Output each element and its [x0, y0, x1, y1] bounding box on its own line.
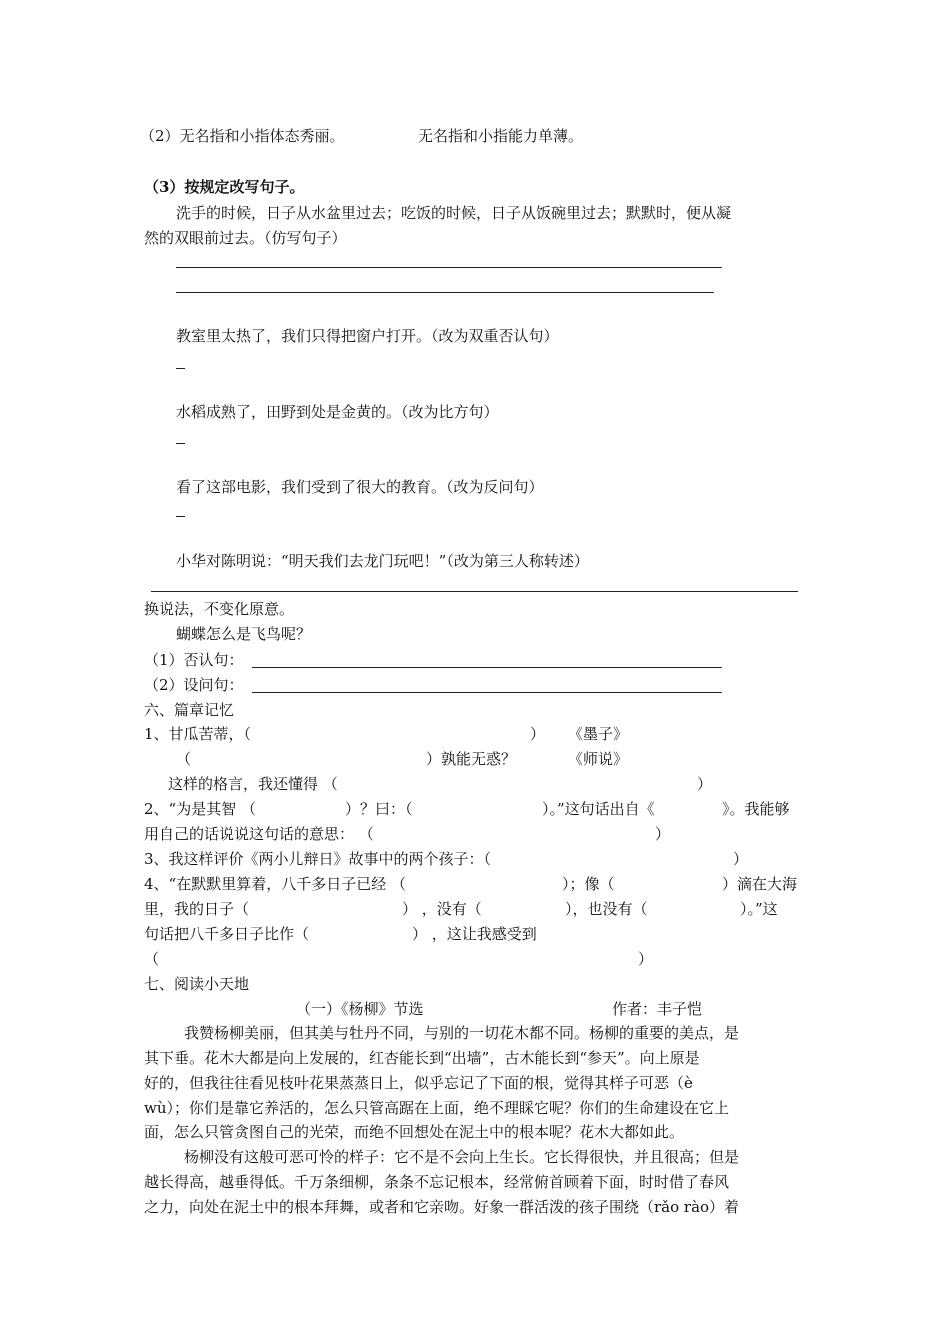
rewrite-sentence-4: 小华对陈明说：“明天我们去龙门玩吧！”（改为第三人称转述）	[176, 552, 589, 570]
rewrite-sentence-2: 水稻成熟了，田野到处是金黄的。（改为比方句）	[176, 403, 499, 421]
answer-blank[interactable]	[176, 368, 185, 369]
source-mozi: 《墨子》	[568, 725, 629, 743]
passage-title: （一）《杨柳》节选	[296, 1000, 424, 1018]
rewrite-sentence-1: 教室里太热了，我们只得把窗户打开。（改为双重否认句）	[176, 327, 559, 345]
memory-q4-part-3: ）滴在大海	[722, 875, 798, 893]
memory-q1-line-b: ）孰能无惑？	[426, 750, 517, 768]
rephrase-negative-label: （1）否认句：	[144, 651, 244, 669]
source-shishuo: 《师说》	[568, 750, 629, 768]
section-7-title: 七、阅读小天地	[144, 975, 250, 993]
answer-line[interactable]	[176, 267, 722, 268]
section-6-title: 六、篇章记忆	[144, 701, 235, 719]
passage-p1-line: 好的，但我往往看见枝叶花果蒸蒸日上，似乎忘记了下面的根，觉得其样子可恶（è	[144, 1074, 693, 1092]
memory-q4-part-4: 里，我的日子（	[144, 900, 250, 918]
memory-q4-part-5: ） ，没有（	[402, 900, 482, 918]
bracket-close: ）	[655, 825, 671, 843]
q2-sentence-b: 无名指和小指能力单薄。	[418, 127, 584, 145]
answer-line[interactable]	[151, 591, 798, 592]
q3-heading: （3）按规定改写句子。	[144, 178, 305, 196]
bracket-close: ）	[697, 775, 713, 793]
q3-intro-line-2: 然的双眼前过去。（仿写句子）	[144, 229, 347, 247]
passage-p1-line: 面，怎么只管贪图自己的光荣，而绝不回想处在泥土中的根本呢？花木大都如此。	[144, 1123, 685, 1141]
memory-q4-part-6: ），也没有（	[565, 900, 648, 918]
rephrase-title: 换说法，不变化原意。	[144, 600, 295, 618]
passage-p1-line: 其下垂。花木大都是向上发展的，红杏能长到“出墙”，古木能长到“参天”。向上原是	[144, 1049, 700, 1067]
memory-q2-line-b: 用自己的话说说这句话的意思： （	[144, 825, 374, 843]
answer-blank[interactable]	[176, 443, 185, 444]
passage-p1-line: 我赞杨柳美丽，但其美与牡丹不同，与别的一切花木都不同。杨柳的重要的美点，是	[184, 1024, 740, 1042]
memory-q4-part-9: ） ，这让我感受到	[412, 925, 537, 943]
memory-q1-line-c: 这样的格言，我还懂得 （	[168, 775, 338, 793]
passage-p2-line: 之力，向处在泥土中的根本拜舞，或者和它亲吻。好象一群活泼的孩子围绕（rǎo rào）着	[144, 1198, 740, 1216]
passage-author: 作者：丰子恺	[612, 1000, 703, 1018]
passage-p1-line: wù）；你们是靠它养活的，怎么只管高踞在上面，绝不理睬它呢？你们的生命建设在它上	[144, 1099, 730, 1117]
rephrase-sentence: 蝴蝶怎么是飞鸟呢？	[176, 625, 312, 643]
bracket-open: （	[176, 750, 192, 768]
q2-sentence-a: （2）无名指和小指体态秀丽。	[140, 127, 345, 145]
memory-q4-part-2: ）；像（	[562, 875, 615, 893]
passage-p2-line: 越长得高，越垂得低。千万条细柳，条条不忘记根本，经常俯首顾着下面，时时借了春风	[144, 1173, 730, 1191]
answer-blank[interactable]	[176, 516, 185, 517]
memory-q4-part-8: 句话把八千多日子比作（	[144, 925, 310, 943]
bracket-open: （	[144, 950, 160, 968]
memory-q4-part-7: ）。”这	[740, 900, 778, 918]
memory-q2-part-3: ）。”这句话出自《	[542, 800, 655, 818]
memory-q4-part-1: 4、“在默默里算着，八千多日子已经 （	[144, 875, 406, 893]
answer-line[interactable]	[252, 667, 722, 668]
answer-line[interactable]	[176, 292, 714, 293]
memory-q2-part-4: 》。我能够	[722, 800, 790, 818]
bracket-close: ）	[733, 850, 749, 868]
memory-q3: 3、我这样评价《两小儿辩日》故事中的两个孩子：（	[144, 850, 492, 868]
memory-q2-part-2: ）？曰：（	[345, 800, 413, 818]
passage-p2-line: 杨柳没有这般可恶可怜的样子：它不是不会向上生长。它长得很快，并且很高；但是	[184, 1148, 740, 1166]
answer-line[interactable]	[252, 692, 722, 693]
bracket-close: ）	[530, 725, 546, 743]
rephrase-question-label: （2）设问句：	[144, 676, 244, 694]
bracket-close: ）	[638, 950, 654, 968]
q3-intro-line-1: 洗手的时候，日子从水盆里过去；吃饭的时候，日子从饭碗里过去；默默时，便从凝	[176, 204, 732, 222]
rewrite-sentence-3: 看了这部电影，我们受到了很大的教育。（改为反问句）	[176, 478, 544, 496]
memory-q2-part-1: 2、“为是其智 （	[144, 800, 256, 818]
memory-q1-line-a: 1、甘瓜苦蒂，（	[144, 725, 252, 743]
